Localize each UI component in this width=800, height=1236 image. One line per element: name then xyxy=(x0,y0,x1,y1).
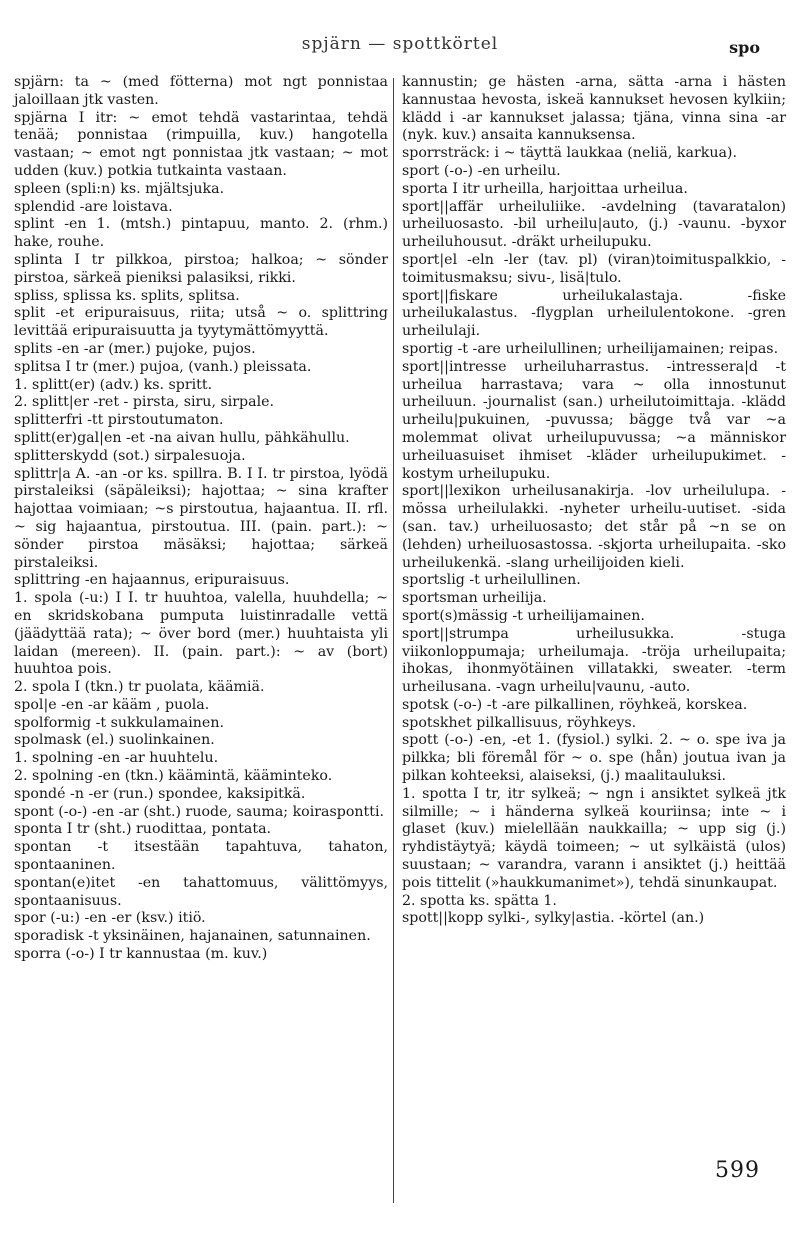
dictionary-entry: sporrsträck: i ~ täyttä laukkaa (neliä, karkua). xyxy=(402,145,737,162)
right-column xyxy=(402,74,786,928)
dictionary-entry: sportsman urheilija. xyxy=(402,590,547,607)
dictionary-entry: sporta I itr urheilla, harjoittaa urheilua. xyxy=(402,180,688,197)
dictionary-entry: sport|el -eln -ler (tav. pl) (viran)toimituspalkkio, -toimitusmaksu; sivu-, lisä|tulo. xyxy=(402,251,786,286)
dictionary-entry: sponta I tr (sht.) ruodittaa, pontata. xyxy=(14,821,272,838)
dictionary-entry: splittring -en hajaannus, eripuraisuus. xyxy=(14,572,290,589)
dictionary-entry: 1. spolning -en -ar huuhtelu. xyxy=(14,750,219,767)
dictionary-entry: spott||kopp sylki-, sylky|astia. -körtel (an.) xyxy=(402,910,705,927)
left-column xyxy=(14,74,388,964)
dictionary-entry: sport||lexikon urheilusanakirja. -lov urheilulupa. -mössa urheilulakki. -nyheter urheilu-uutiset. -sida (san. tav.) urheiluosasto; det står på ~n se on (lehden) urheiluosastossa. -skjorta urheilupaita. -sko urheilukenkä. -slang urheilijoiden kieli. xyxy=(402,483,786,571)
dictionary-entry: splitterskydd (sot.) sirpalesuoja. xyxy=(14,447,246,464)
dictionary-entry: splitterfri -tt pirstoutumaton. xyxy=(14,412,224,429)
dictionary-entry: splint -en 1. (mtsh.) pintapuu, manto. 2. (rhm.) hake, rouhe. xyxy=(14,216,388,251)
dictionary-entry: 2. spolning -en (tkn.) käämintä, kääminteko. xyxy=(14,768,333,785)
dictionary-entry: spont (-o-) -en -ar (sht.) ruode, sauma; koiraspontti. xyxy=(14,803,384,820)
dictionary-entry: 2. spotta ks. spätta 1. xyxy=(402,892,557,909)
dictionary-entry: sport||affär urheiluliike. -avdelning (tavaratalon) urheiluosasto. -bil urheilu|auto, (j.) -vaunu. -byxor urheiluhousut. -dräkt urheilupuku. xyxy=(402,198,786,251)
dictionary-entry: kannustin; ge hästen -arna, sätta -arna i hästen kannustaa hevosta, iskeä kannukset hevosen kylkiin; klädd i -ar kannukset jalassa; tjäna, vinna sina -ar (nyk. kuv.) ansaita kannuksensa. xyxy=(402,74,786,144)
dictionary-entry: sportig -t -are urheilullinen; urheilijamainen; reipas. xyxy=(402,340,779,357)
page-number: 599 xyxy=(715,1158,760,1183)
dictionary-entry: sporra (-o-) I tr kannustaa (m. kuv.) xyxy=(14,946,268,963)
dictionary-entry: splitt(er)gal|en -et -na aivan hullu, pähkähullu. xyxy=(14,429,350,446)
dictionary-entry: spjärna I itr: ~ emot tehdä vastarintaa, tehdä tenää; ponnistaa (rimpuilla, kuv.) hangotella vastaan; ~ emot ngt ponnistaa jtk vastaan; ~ mot udden (kuv.) potkia tutkainta vastaan. xyxy=(14,109,388,179)
dictionary-entry: 1. spola (-u:) I I. tr huuhtoa, valella, huuhdella; ~ en skridskobana pumputa luistinradalle vettä (jäädyttää rata); ~ över bord (mer.) huuhtaista yli laidan (mereen). II. (pain. part.): ~ av (bort) huuhtoa pois. xyxy=(14,590,388,678)
dictionary-entry: splits -en -ar (mer.) pujoke, pujos. xyxy=(14,340,256,357)
dictionary-entry: sport (-o-) -en urheilu. xyxy=(402,162,561,179)
dictionary-entry: spondé -n -er (run.) spondee, kaksipitkä. xyxy=(14,785,306,802)
dictionary-entry: spleen (spli:n) ks. mjältsjuka. xyxy=(14,180,225,197)
dictionary-entry: 1. splitt(er) (adv.) ks. spritt. xyxy=(14,376,213,393)
dictionary-entry: sport||fiskare urheilukalastaja. -fiske urheilukalastus. -flygplan urheilulentokone. -gren urheilulaji. xyxy=(402,287,786,340)
dictionary-entry: splinta I tr pilkkoa, pirstoa; halkoa; ~ sönder pirstoa, särkeä pieniksi palasiksi, rikki. xyxy=(14,251,388,286)
dictionary-entry: spott (-o-) -en, -et 1. (fysiol.) sylki. 2. ~ o. spe iva ja pilkka; bli föremål för ~ o. spe (hån) joutua ivan ja pilkan kohteeksi, alaiseksi, (j.) maalitauluksi. xyxy=(402,732,786,785)
running-header: spjärn — spottkörtel xyxy=(301,34,499,54)
guide-word: spo xyxy=(729,38,760,57)
dictionary-entry: splittr|a A. -an -or ks. spillra. B. I I. tr pirstoa, lyödä pirstaleiksi (säpäleiksi); hajottaa; ~ sina krafter hajottaa voimiaan; ~s pirstoutua, hajaantua. II. rfl. ~ sig hajaantua, pirstoutua. III. (pain. part.): ~ sönder pirstoa mäsäksi; hajottaa; särkeä pirstaleiksi. xyxy=(14,465,388,571)
dictionary-entry: spjärn: ta ~ (med fötterna) mot ngt ponnistaa jaloillaan jtk vasten. xyxy=(14,74,388,108)
column-divider xyxy=(393,78,394,1203)
dictionary-entry: splendid -are loistava. xyxy=(14,198,173,215)
dictionary-entry: sport||intresse urheiluharrastus. -intressera|d -t urheilua harrastava; vara ~ olla innostunut urheiluun. -journalist (san.) urheilutoimittaja. -klädd urheilu|pukuinen, -puvussa; bägge två var ~a molemmat olivat urheilupuvussa; ~a människor urheiluasuiset ihmiset -kläder urheilupukimet. -kostym urheilupuku. xyxy=(402,358,786,482)
dictionary-entry: sport||strumpa urheilusukka. -stuga viikonloppumaja; urheilumaja. -tröja urheilupaita; ihokas, ihonmyötäinen villatakki, sweater. -term urheilusana. -vagn urheilu|vaunu, -auto. xyxy=(402,625,786,696)
dictionary-entry: 1. spotta I tr, itr sylkeä; ~ ngn i ansiktet sylkeä jtk silmille; ~ i händerna sylkeä kouriinsa; inte ~ i glaset (kuv.) mielellään naukkailla; ~ upp sig (j.) ryhdistäytyä; käydä toimeen; ~ ut sylkäistä (ulos) suustaan; ~ varandra, varann i ansiktet (j.) heittää pois tittelit (»haukkumanimet»), tehdä sinunkaupat. xyxy=(402,785,786,891)
dictionary-entry: spliss, splissa ks. splits, splitsa. xyxy=(14,287,240,304)
dictionary-entry: sporadisk -t yksinäinen, hajanainen, satunnainen. xyxy=(14,928,371,945)
dictionary-entry: spontan -t itsestään tapahtuva, tahaton, spontaaninen. xyxy=(14,839,388,874)
dictionary-entry: 2. spola I (tkn.) tr puolata, käämiä. xyxy=(14,679,265,696)
dictionary-entry: sport(s)mässig -t urheilijamainen. xyxy=(402,607,645,624)
dictionary-entry: split -et eripuraisuus, riita; utså ~ o. splittring levittää eripuraisuutta ja tyytymättömyyttä. xyxy=(14,305,388,340)
dictionary-entry: spolmask (el.) suolinkainen. xyxy=(14,732,215,749)
dictionary-entry: sportslig -t urheilullinen. xyxy=(402,572,581,589)
dictionary-entry: spor (-u:) -en -er (ksv.) itiö. xyxy=(14,910,206,927)
dictionary-entry: spotsk (-o-) -t -are pilkallinen, röyhkeä, korskea. xyxy=(402,696,748,713)
dictionary-entry: spol|e -en -ar kääm , puola. xyxy=(14,696,210,713)
dictionary-entry: splitsa I tr (mer.) pujoa, (vanh.) pleissata. xyxy=(14,358,312,375)
dictionary-entry: spotskhet pilkallisuus, röyhkeys. xyxy=(402,714,637,731)
dictionary-entry: spontan(e)itet -en tahattomuus, välittömyys, spontaanisuus. xyxy=(14,874,388,909)
dictionary-entry: spolformig -t sukkulamainen. xyxy=(14,714,224,731)
dictionary-entry: 2. splitt|er -ret - pirsta, siru, sirpale. xyxy=(14,394,275,411)
